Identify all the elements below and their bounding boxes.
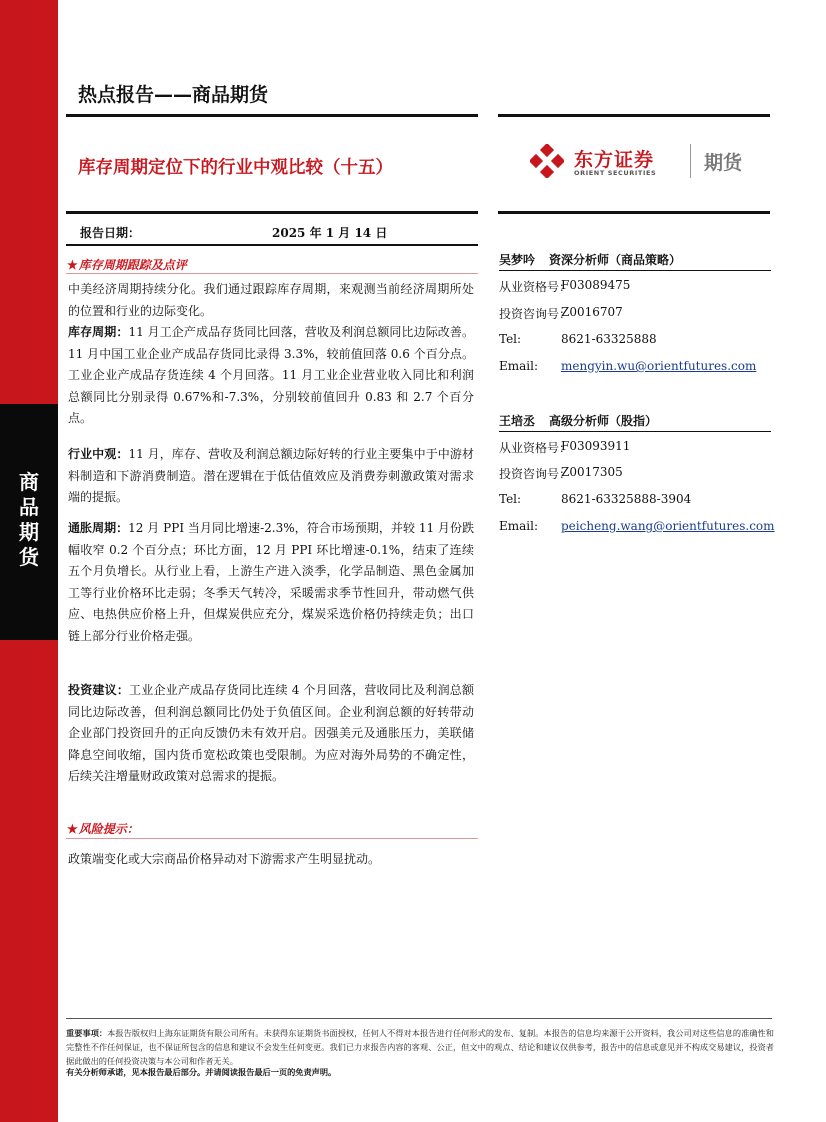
qualification-value: F03093911: [561, 439, 631, 453]
qualification-label: 从业资格号：: [499, 441, 572, 455]
report-title: 库存周期定位下的行业中观比较（十五）: [78, 158, 393, 178]
inflation-text: 12 月 PPI 当月同比增速-2.3%，符合市场预期，并较 11 月份跌幅收窄 0.2 个百分点；环比方面，12 月 PPI 环比增速-0.1%，结束了连续五个月负增长。从行业上看，上游生产进入淡季，化学品制造、黑色金属加工等行业价格环比走弱；冬季天气转冷，采暖需求季节性回升，带动燃气供应、电热供应价格上升，但煤炭供应充分，煤炭采选价格仍持续走负；出口链上部分行业价格走强。: [68, 521, 474, 643]
disclaimer-text: 本报告版权归上海东证期货有限公司所有。未获得东证期货书面授权，任何人不得对本报告进行任何形式的发布、复制。本报告的信息均来源于公开资料，我公司对这些信息的准确性和完整性不作任何保证，也不保证所包含的信息和建议不会发生任何变更。我们已力求报告内容的客观、公正，但文中的观点、结论和建议仅供参考，报告中的信息或意见并不构成交易建议，投资者据此做出的任何投资决策与本公司和作者无关。: [66, 1028, 774, 1066]
consult-label: 投资咨询号：: [499, 307, 572, 321]
side-char: 品: [19, 495, 39, 519]
risk-heading-rule: [66, 838, 478, 839]
tracking-heading-rule: [66, 273, 478, 274]
inflation-paragraph: [68, 518, 474, 647]
intro-paragraph: 中美经济周期持续分化。我们通过跟踪库存周期，来观测当前经济周期所处的位置和行业的边际变化。: [68, 282, 474, 318]
email-label: Email:: [499, 359, 539, 373]
qualification-value: F03089475: [561, 278, 631, 292]
company-logo: [530, 142, 770, 182]
analyst-card: [499, 251, 779, 381]
advice-text: 工业企业产成品存货同比连续 4 个月回落，营收同比及利润总额同比边际改善，但利润总额同比仍处于负值区间。企业利润总额的好转带动企业部门投资回升的正向反馈仍未有效开启。因强美元及通胀压力，美联储降息空间收缩，国内货币宽松政策也受限制。为应对海外局势的不确定性，后续关注增量财政政策对总需求的提振。: [68, 683, 474, 783]
analyst-header: [499, 251, 681, 268]
risk-paragraph: 政策端变化或大宗商品价格异动对下游需求产生明显扰动。: [68, 852, 381, 866]
tel-value: 8621-63325888-3904: [561, 492, 692, 506]
consult-value: Z0016707: [561, 305, 623, 319]
side-char: 期: [19, 520, 39, 544]
tel-value: 8621-63325888: [561, 332, 657, 346]
side-char: 商: [19, 470, 39, 494]
risk-heading-text: 风险提示：: [78, 822, 139, 836]
industry-label: 行业中观：: [68, 447, 129, 461]
inventory-paragraph: [68, 322, 474, 430]
qualification-label: 从业资格号：: [499, 280, 572, 294]
analyst-rule: [499, 431, 771, 432]
inflation-label: 通胀周期：: [68, 521, 129, 535]
title-rule-left: [66, 211, 478, 214]
logo-name-en: ORIENT SECURITIES: [574, 169, 657, 177]
inventory-label: 库存周期：: [68, 325, 129, 339]
email-link[interactable]: mengyin.wu@orientfutures.com: [561, 359, 757, 373]
logo-separator: [690, 144, 691, 178]
analyst-role: 高级分析师（股指）: [549, 414, 658, 428]
email-label: Email:: [499, 519, 539, 533]
analyst-header: [499, 412, 657, 429]
consult-label: 投资咨询号：: [499, 467, 572, 481]
orient-logo-icon: [530, 144, 564, 178]
disclaimer: [66, 1026, 774, 1068]
analyst-name: 吴梦吟: [499, 253, 536, 267]
header-rule-left: [66, 114, 478, 117]
analyst-role: 资深分析师（商品策略）: [549, 253, 682, 267]
logo-name-cn: 东方证券: [574, 149, 655, 171]
advice-paragraph: [68, 680, 474, 788]
logo-futures: 期货: [704, 152, 743, 174]
risk-heading: [67, 820, 139, 837]
consult-value: Z0017305: [561, 465, 623, 479]
industry-paragraph: [68, 444, 474, 509]
tracking-heading: [67, 256, 187, 273]
email-link[interactable]: peicheng.wang@orientfutures.com: [561, 519, 775, 533]
tel-label: Tel:: [499, 492, 522, 506]
industry-text: 11 月，库存、营收及利润总额边际好转的行业主要集中于中游材料制造和下游消费制造。潜在逻辑在于低估值效应及消费券刺激政策对需求端的提振。: [68, 447, 474, 504]
report-date-value: 2025 年 1 月 14 日: [272, 226, 388, 240]
report-type: 热点报告——商品期货: [78, 84, 269, 106]
analyst-name: 王培丞: [499, 414, 536, 428]
header-rule-right: [498, 114, 770, 117]
tel-label: Tel:: [499, 332, 522, 346]
analyst-card: [499, 412, 779, 542]
report-date-label: 报告日期：: [80, 226, 141, 240]
star-icon: ★: [67, 258, 78, 272]
analyst-rule: [499, 270, 771, 271]
disclaimer-label: 重要事项：: [66, 1028, 108, 1038]
inventory-text: 11 月工企产成品存货同比回落，营收及利润总额同比边际改善。11 月中国工业企业产成品存货同比录得 3.3%，较前值回落 0.6 个百分点。工业企业产成品存货连续 4 个月回落。11 月工业企业营业收入同比和利润总额同比分别录得 0.67%和-7.3%，分别较前值回升 0.83 和 2.7 个百分点。: [68, 325, 474, 425]
tracking-heading-text: 库存周期跟踪及点评: [78, 258, 187, 272]
title-rule-right: [498, 211, 770, 214]
star-icon: ★: [67, 822, 78, 836]
side-category-label: [0, 470, 58, 570]
footer-note: 有关分析师承诺，见本报告最后部分。并请阅读报告最后一页的免责声明。: [66, 1067, 337, 1077]
date-rule: [66, 244, 478, 246]
side-char: 货: [19, 545, 39, 569]
advice-label: 投资建议：: [68, 683, 130, 697]
footer-rule: [66, 1018, 772, 1019]
